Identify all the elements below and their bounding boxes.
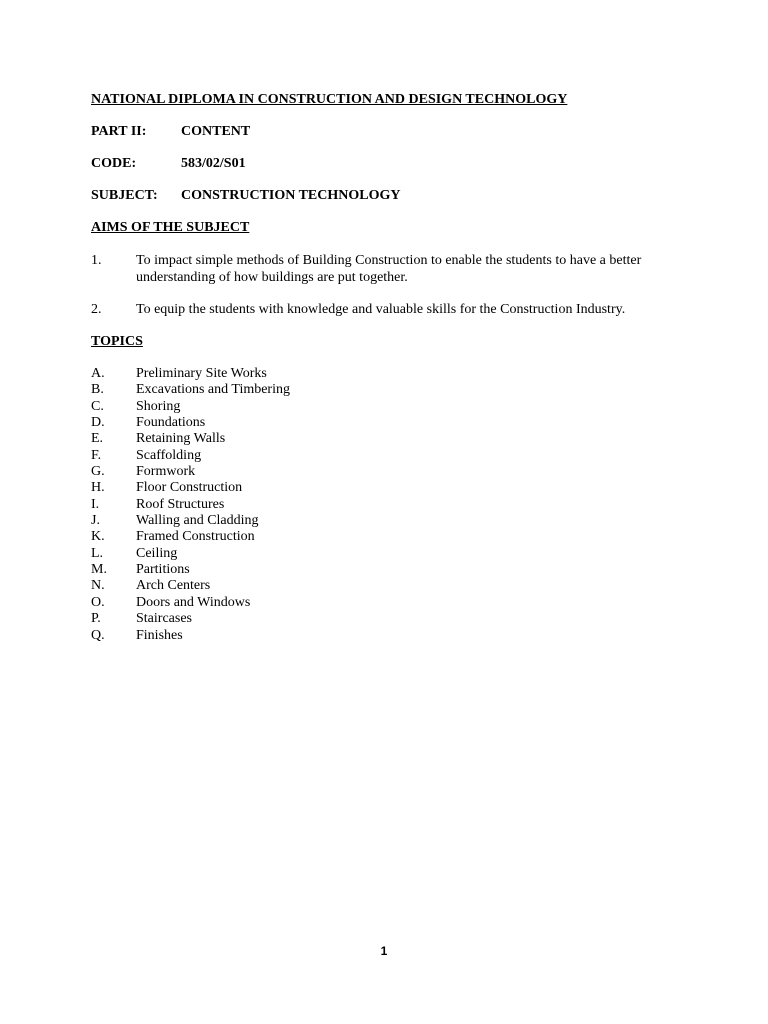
topic-letter: E.: [91, 431, 104, 447]
topic-name: Foundations: [136, 415, 206, 431]
topics-heading: TOPICS: [91, 334, 143, 349]
topic-item: [91, 513, 290, 529]
topic-item: [91, 415, 290, 431]
topic-item: [91, 595, 290, 611]
topic-letter: J.: [91, 513, 100, 529]
topic-letter: G.: [91, 464, 105, 480]
field-label: CODE:: [91, 156, 137, 171]
topic-name: Formwork: [136, 464, 196, 480]
topic-item: [91, 480, 290, 496]
topic-name: Roof Structures: [136, 496, 225, 512]
topic-name: Arch Centers: [136, 578, 211, 594]
topic-name: Staircases: [136, 611, 192, 627]
field-code: [91, 156, 246, 172]
field-value: 583/02/S01: [181, 156, 246, 171]
aims-heading: AIMS OF THE SUBJECT: [91, 220, 250, 235]
topic-letter: P.: [91, 611, 101, 627]
topic-letter: C.: [91, 398, 104, 414]
field-subject: [91, 188, 401, 204]
topic-item: [91, 562, 290, 578]
topic-letter: K.: [91, 529, 105, 545]
topic-name: Walling and Cladding: [136, 513, 259, 529]
field-value: CONTENT: [181, 124, 251, 139]
topic-name: Framed Construction: [136, 529, 255, 545]
topic-item: [91, 382, 290, 398]
aim-item: [91, 301, 671, 318]
topic-item: [91, 611, 290, 627]
topic-item: [91, 546, 290, 562]
topic-item: [91, 399, 290, 415]
topic-letter: I.: [91, 496, 100, 512]
topic-letter: M.: [91, 562, 107, 578]
topic-letter: L.: [91, 545, 104, 561]
topic-item: [91, 366, 290, 382]
topic-name: Preliminary Site Works: [136, 366, 267, 381]
topic-name: Scaffolding: [136, 447, 202, 463]
topic-name: Finishes: [136, 627, 183, 643]
topic-item: [91, 628, 290, 644]
topic-name: Doors and Windows: [136, 594, 251, 610]
aim-number: 1.: [91, 253, 102, 268]
topics-list: [91, 366, 290, 644]
topic-letter: B.: [91, 382, 104, 398]
topic-item: [91, 464, 290, 480]
field-part: [91, 124, 250, 140]
field-label: PART II:: [91, 124, 147, 139]
topic-name: Shoring: [136, 398, 181, 414]
topic-item: [91, 578, 290, 594]
topic-letter: H.: [91, 480, 105, 496]
topic-name: Retaining Walls: [136, 431, 226, 447]
topic-name: Partitions: [136, 562, 190, 578]
topic-letter: D.: [91, 415, 105, 431]
page-number: 1: [380, 944, 388, 958]
document-title: NATIONAL DIPLOMA IN CONSTRUCTION AND DESIGN TECHNOLOGY: [91, 92, 568, 107]
topic-letter: Q.: [91, 627, 105, 643]
topic-item: [91, 448, 290, 464]
topic-name: Floor Construction: [136, 480, 243, 496]
topic-item: [91, 431, 290, 447]
topic-item: [91, 529, 290, 545]
topic-item: [91, 497, 290, 513]
aim-text: To equip the students with knowledge and valuable skills for the Construction Industry.: [136, 302, 626, 317]
topic-letter: N.: [91, 578, 105, 594]
topic-letter: A.: [91, 366, 105, 381]
aim-text: To impact simple methods of Building Construction to enable the students to have a better understanding of how buildings are put together.: [136, 253, 642, 285]
field-label: SUBJECT:: [91, 188, 158, 203]
topic-letter: O.: [91, 594, 105, 610]
field-value: CONSTRUCTION TECHNOLOGY: [181, 188, 401, 203]
aim-item: [91, 252, 671, 286]
topic-name: Ceiling: [136, 545, 178, 561]
topic-name: Excavations and Timbering: [136, 382, 290, 398]
topic-letter: F.: [91, 447, 102, 463]
aim-number: 2.: [91, 302, 102, 317]
